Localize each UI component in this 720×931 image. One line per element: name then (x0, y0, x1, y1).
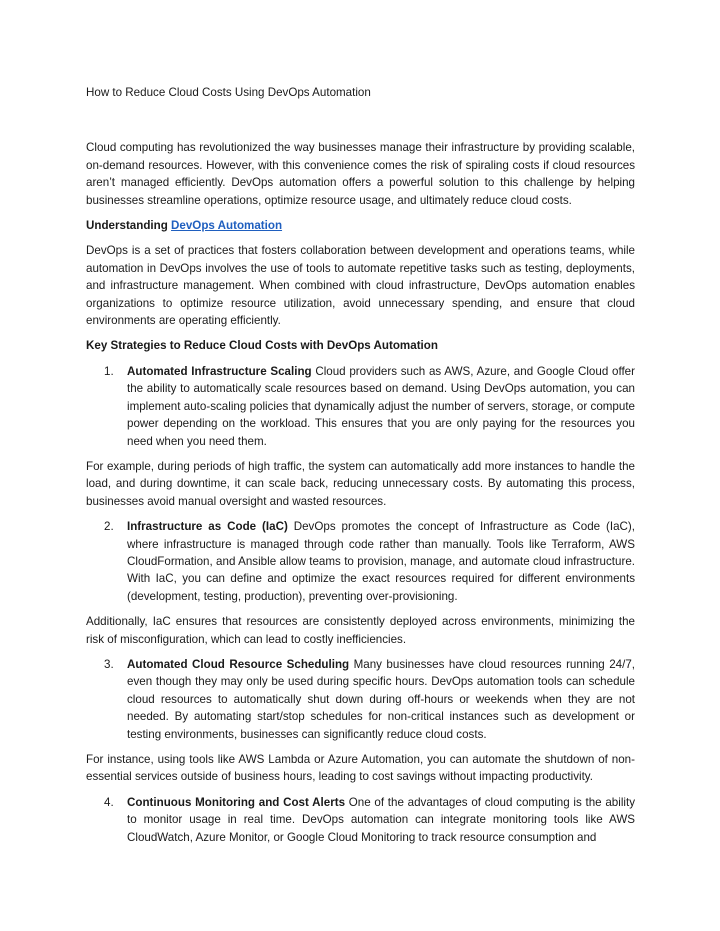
strategy-list-3 (86, 656, 635, 743)
list-item-text: DevOps promotes the concept of Infrastructure as Code (IaC), where infrastructure is managed through code rather than manually. Tools like Terraform, AWS CloudFormation, and Ansible allow teams to provision, manage, and automate cloud infrastructure. With IaC, you can define and optimize the exact resources required for different environments (development, testing, production), preventing over-provisioning. (127, 520, 636, 603)
strategy-list-1 (86, 363, 635, 450)
list-item-lead: Automated Infrastructure Scaling (127, 364, 312, 378)
followup-paragraph: For instance, using tools like AWS Lambda or Azure Automation, you can automate the shutdown of non-essential services outside of business hours, leading to cost savings without impacting productivity. (86, 753, 635, 784)
list-item-lead: Continuous Monitoring and Cost Alerts (127, 795, 346, 809)
list-item (86, 518, 635, 605)
strategy-list-4 (86, 794, 635, 846)
intro-paragraph: Cloud computing has revolutionized the way businesses manage their infrastructure by providing scalable, on-demand resources. However, with this convenience comes the risk of spiraling costs if cloud resources aren’t managed efficiently. DevOps automation offers a powerful solution to this challenge by helping businesses streamline operations, optimize resource usage, and ultimately reduce cloud costs. (86, 141, 635, 207)
document-page (86, 84, 635, 854)
list-item-number: 4. (104, 795, 114, 809)
devops-automation-link[interactable]: DevOps Automation (171, 219, 283, 233)
list-item (86, 363, 635, 450)
list-item-number: 2. (104, 520, 114, 534)
list-item (86, 656, 635, 743)
understanding-paragraph: DevOps is a set of practices that fosters collaboration between development and operations teams, while automation in DevOps involves the use of tools to automate repetitive tasks such as testing, deployments, and infrastructure management. When combined with cloud infrastructure, DevOps automation enables organizations to optimize resource utilization, avoid unnecessary spending, and ensure that cloud environments are operating efficiently. (86, 244, 635, 328)
list-item-number: 3. (104, 657, 114, 671)
list-item-number: 1. (104, 364, 114, 378)
followup-paragraph: For example, during periods of high traffic, the system can automatically add more instances to handle the load, and during downtime, it can scale back, reducing unnecessary costs. By automating this process, businesses avoid manual oversight and wasted resources. (86, 459, 635, 508)
understanding-heading-label: Understanding (86, 219, 172, 233)
list-item-text: Many businesses have cloud resources running 24/7, even though they may only be used during specific hours. DevOps automation tools can schedule cloud resources to automatically shut down during off-hours or weekends when they are not needed. By automating start/stop schedules for non-critical instances such as development or testing environments, businesses can significantly reduce cloud costs. (127, 657, 635, 741)
list-item-text: Cloud providers such as AWS, Azure, and Google Cloud offer the ability to automatically scale resources based on demand. Using DevOps automation, you can implement auto-scaling policies that dynamically adjust the number of servers, storage, or compute power depending on the workload. This ensures that you are only paying for the resources you need when you need them. (127, 364, 635, 448)
document-title: How to Reduce Cloud Costs Using DevOps Automation (86, 86, 371, 99)
list-item-lead: Infrastructure as Code (IaC) (127, 520, 288, 534)
strategy-list-2 (86, 518, 635, 605)
list-item-lead: Automated Cloud Resource Scheduling (127, 657, 350, 671)
understanding-heading (86, 217, 635, 234)
strategies-heading: Key Strategies to Reduce Cloud Costs with DevOps Automation (86, 339, 438, 353)
followup-paragraph: Additionally, IaC ensures that resources are consistently deployed across environments, minimizing the risk of misconfiguration, which can lead to costly inefficiencies. (86, 615, 635, 646)
list-item-text: One of the advantages of cloud computing is the ability to monitor usage in real time. DevOps automation can integrate monitoring tools like AWS CloudWatch, Azure Monitor, or Google Cloud Monitoring to track resource consumption and (127, 795, 635, 844)
list-item (86, 794, 635, 846)
